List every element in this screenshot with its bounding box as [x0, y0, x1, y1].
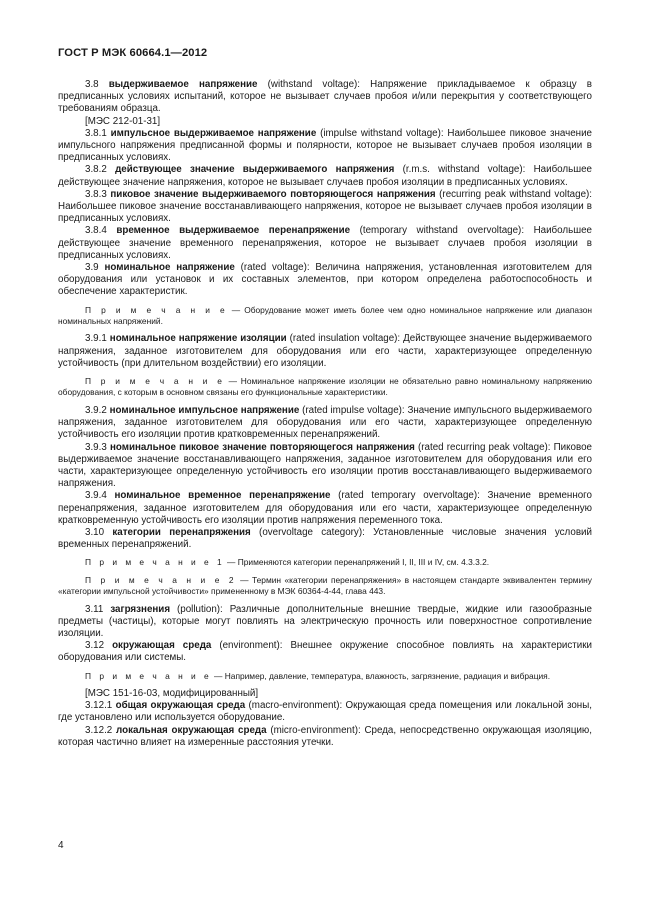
note-3-10-2	[58, 575, 592, 598]
term-definition: (micro-environment): Среда, непосредственно окружающая изоляцию, которая частично влияет на измеренные расстояния утечки.	[58, 724, 592, 748]
term-name: номинальное напряжение	[104, 262, 235, 274]
term-definition: (macro-environment): Окружающая среда помещения или локальной зоны, где установлено или используется оборудование.	[58, 700, 592, 724]
reference-mes-212: [МЭС 212-01-31]	[85, 115, 161, 127]
term-number: 3.9.1	[85, 333, 107, 345]
term-name: локальная окружающая среда	[116, 724, 267, 736]
term-definition: (recurring peak withstand voltage): Наибольшее пиковое значение восстанавливающего напряжения, которое не вызывает случаев пробоя изоляции в предписанных условиях.	[58, 188, 592, 225]
term-definition: (rated voltage): Величина напряжения, установленная изготовителем для оборудования или установок и их составных элементов, при котором определена работоспособность и обеспечение характеристик.	[58, 262, 592, 298]
term-name: выдерживаемое напряжение	[108, 79, 258, 90]
term-name: пиковое значение выдерживаемого повторяющегося напряжения	[110, 188, 436, 200]
term-3-9-1	[58, 333, 592, 370]
term-3-8-1	[58, 128, 592, 165]
term-number: 3.11	[85, 603, 104, 615]
document-body	[58, 79, 592, 749]
term-name: номинальное импульсное напряжение	[109, 404, 300, 416]
term-name: окружающая среда	[112, 640, 212, 652]
note-label: П р и м е ч а н и е 1	[85, 557, 225, 568]
note-text: — Оборудование может иметь более чем одно номинальное напряжение или диапазон номинальных напряжений.	[58, 304, 592, 327]
note-text: — Например, давление, температура, влажность, загрязнение, радиация и вибрация.	[211, 670, 551, 681]
page-number: 4	[58, 840, 64, 851]
note-label: П р и м е ч а н и е 2	[85, 574, 237, 585]
term-3-10	[58, 527, 592, 551]
term-number: 3.12	[85, 640, 105, 652]
term-number: 3.9.4	[85, 490, 107, 502]
term-3-8-4	[58, 225, 592, 262]
term-number: 3.9.2	[85, 404, 107, 416]
term-name: общая окружающая среда	[115, 700, 246, 712]
term-definition: (temporary withstand overvoltage): Наибольшее действующее значение временного перенапряжения, которое не вызывает случаев пробоя изоляции в предписанных условиях.	[58, 225, 592, 261]
term-3-8-3	[58, 189, 592, 226]
term-number: 3.10	[85, 526, 105, 538]
term-name: загрязнения	[110, 603, 171, 615]
term-number: 3.8.2	[85, 164, 107, 176]
term-definition: (r.m.s. withstand voltage): Наибольшее действующее значение напряжения, которое не вызывает случаев пробоя изоляции в предписанных условиях.	[58, 164, 592, 188]
note-label: П р и м е ч а н и е	[85, 376, 225, 387]
term-definition: (impulse withstand voltage): Наибольшее пиковое значение импульсного напряжения предписанной формы и полярности, которое не вызывает случаев пробоя изоляции в предписанных условиях.	[58, 127, 592, 164]
term-3-9-3	[58, 442, 592, 491]
term-name: временное выдерживаемое перенапряжение	[116, 225, 351, 237]
term-number: 3.9	[85, 262, 99, 274]
term-name: номинальное пиковое значение повторяющегося напряжения	[109, 441, 415, 453]
term-definition: (environment): Внешнее окружение способное повлиять на характеристики оборудования или системы.	[58, 640, 592, 664]
term-3-11	[58, 604, 592, 641]
term-number: 3.8.4	[85, 225, 107, 237]
term-definition: (overvoltage category): Установленные числовые значения условий временных перенапряжений.	[58, 526, 592, 551]
term-3-12-1	[58, 700, 592, 724]
note-label: П р и м е ч а н и е	[85, 670, 212, 681]
term-name: категории перенапряжения	[112, 526, 251, 538]
term-definition: (rated insulation voltage): Действующее значение выдерживаемого напряжения, заданное изготовителем для оборудования или его части, характеризующее определенную устойчивость (при длительном воздействии) его изоляции.	[58, 333, 592, 369]
term-number: 3.12.2	[85, 724, 113, 736]
term-definition: (rated recurring peak voltage): Пиковое выдерживаемое значение восстанавливающего напряжения, заданное изготовителем для оборудования или его части, характеризующее определенную устойчивость его изоляции против восстанавливающего выдерживаемого напряжения.	[58, 441, 592, 490]
term-3-12-2	[58, 725, 592, 749]
term-3-9-2	[58, 405, 592, 442]
term-number: 3.8.1	[85, 127, 107, 139]
term-name: номинальное временное перенапряжение	[114, 490, 331, 502]
term-name: номинальное напряжение изоляции	[109, 333, 287, 345]
note-3-9	[58, 305, 592, 328]
term-3-8-2	[58, 164, 592, 188]
term-definition: (withstand voltage): Напряжение прикладываемое к образцу в предписанных условиях испытаний, которое не вызывает случаев пробоя и/или перекрытия у соответствующего требованиям образца.	[58, 79, 593, 115]
term-3-12	[58, 640, 592, 664]
term-name: импульсное выдерживаемое напряжение	[110, 127, 317, 139]
term-definition: (pollution): Различные дополнительные внешние твердые, жидкие или газообразные предметы (частицы), которые могут повлиять на электрическую прочность или поверхностное сопротивление изоляции.	[58, 603, 592, 639]
note-label: П р и м е ч а н и е	[85, 304, 228, 315]
reference-mes-151: [МЭС 151-16-03, модифицированный]	[85, 687, 259, 699]
term-3-9	[58, 262, 592, 299]
note-text: — Термин «категории перенапряжения» в настоящем стандарте эквивалентен термину «категории импульсной устойчивости» примененному в МЭК 60364-4-44, глава 443.	[58, 574, 592, 597]
term-name: действующее значение выдерживаемого напряжения	[115, 164, 395, 176]
note-3-9-1	[58, 376, 592, 399]
note-3-12	[58, 671, 592, 682]
term-3-8	[58, 79, 592, 116]
term-number: 3.12.1	[85, 700, 113, 712]
term-number: 3.8.3	[85, 188, 107, 200]
term-3-9-4	[58, 490, 592, 527]
term-definition: (rated impulse voltage): Значение импульсного выдерживаемого напряжения, заданное изготовителем для оборудования или его части, характеризующее определенную устойчивость его изоляции против кратковременных перенапряжений.	[58, 404, 592, 441]
term-number: 3.9.3	[85, 441, 107, 453]
term-number: 3.8	[85, 79, 99, 90]
term-definition: (rated temporary overvoltage): Значение временного перенапряжения, заданное изготовителем для оборудования или его части, характеризующее определенную кратковременную устойчивость его изоляции против напряжения переменного тока.	[58, 490, 592, 526]
note-text: — Применяются категории перенапряжений I, II, III и IV, см. 4.3.3.2.	[224, 557, 490, 568]
document-header: ГОСТ Р МЭК 60664.1—2012	[58, 47, 208, 59]
note-3-10-1	[58, 557, 592, 568]
note-text: — Номинальное напряжение изоляции не обязательно равно номинальному напряжению оборудования, с которым в основном связаны его функциональные характеристики.	[58, 376, 592, 398]
